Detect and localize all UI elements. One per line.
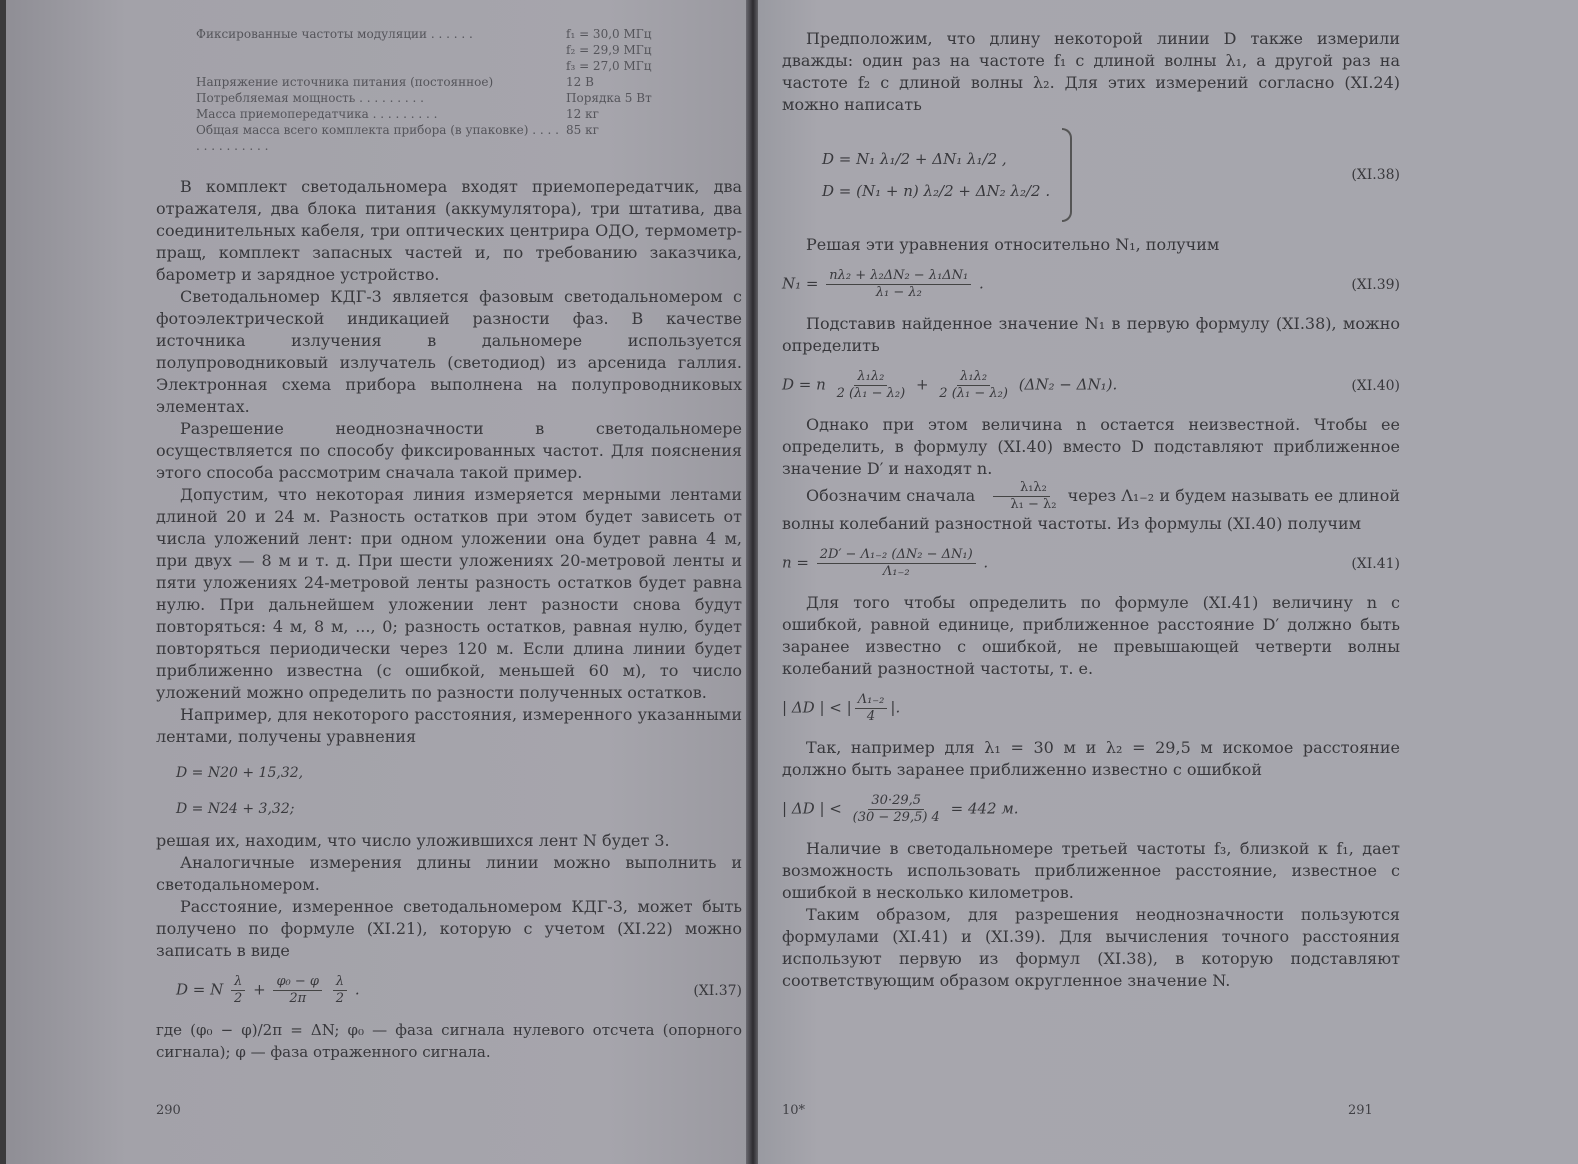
equation: D = N24 + 3,32; [176,801,295,817]
equation-xi-40: D = n $\frac{\text{λ₁λ₂}}{\text{2 (λ₁ − λ₂)}}$ + $\frac{\text{λ₁λ₂}}{\text{2 (λ₁ − λ₂)}}$ (ΔN₂ − ΔN₁). (XI.40) [782,369,1400,401]
fraction: $\frac{\text{φ₀ − φ}}{2\pi}$ [273,974,322,1007]
fraction: $\frac{\text{λ₁λ₂}}{\text{λ₁ − λ₂}}$ [983,480,1059,513]
paragraph: Решая эти уравнения относительно N₁, получим [806,235,1220,254]
fraction: $\frac{\text{λ₁λ₂}}{\text{2 (λ₁ − λ₂)}}$ [836,369,906,401]
paragraph: Аналогичные измерения длины линии можно выполнить и светодальномером. [156,853,742,894]
equation-xi-38: D = N₁ λ₁/2 + ΔN₁ λ₁/2 , D = (N₁ + n) λ₂/2 + ΔN₂ λ₂/2 . (XI.38) [782,128,1400,222]
paragraph: Обозначим сначала $\frac{\text{λ₁λ₂}}{\text{λ₁ − λ₂}}$ через Λ₁₋₂ и будем называть ее длиной волны колебаний разностной частоты. Из формулы (XI.40) получим [782,480,1400,533]
equation-number: (XI.40) [1351,377,1400,394]
fraction: $\frac{\lambda}{2}$ [231,974,245,1007]
fraction: $\frac{\text{nλ₂ + λ₂ΔN₂ − λ₁ΔN₁}}{\text{λ₁ − λ₂}}$ [826,268,971,301]
fraction: $\frac{\text{2D′ − Λ₁₋₂ (ΔN₂ − ΔN₁)}}{\text{Λ₁₋₂}}$ [817,547,976,580]
paragraph: Например, для некоторого расстояния, измеренного указанными лентами, получены уравнения [156,705,742,746]
spec-row: Потребляемая мощность . . . . . . . . . Порядка 5 Вт [196,91,652,105]
spec-row: Общая масса всего комплекта прибора (в упаковке) . . . . . . . . . . . . . . 85 кг [196,123,599,153]
equation-number: (XI.37) [693,982,742,999]
paragraph: Наличие в светодальномере третьей частоты f₃, близкой к f₁, дает возможность использовать приближенное расстояние, известное с ошибкой в несколько километров. [782,839,1400,902]
signature-mark: 10* [782,1103,806,1118]
page-number: 291 [1348,1103,1373,1118]
equation: D = N20 + 15,32, [176,765,304,781]
paragraph: В комплект светодальномера входят приемопередатчик, два отражателя, два блока питания (аккумулятора), три штатива, два соединительных кабеля, три оптических центрира ОДО, термометр-пращ, комплект запасных частей и, по требованию заказчика, барометр и зарядное устройство. [156,177,742,284]
spec-table [196,26,716,154]
spec-row: f₂ = 29,9 МГц [566,43,652,57]
fraction: $\frac{\text{Λ₁₋₂}}{4}$ [855,692,888,725]
left-page [6,0,752,1164]
paragraph: Таким образом, для разрешения неоднозначности пользуются формулами (XI.41) и (XI.39). Для вычисления точного расстояния используют первую из формул (XI.38), в которую подставляют соответствующим образом округленное значение N. [782,905,1400,990]
paragraph: Допустим, что некоторая линия измеряется мерными лентами длиной 20 и 24 м. Разность остатков при этом будет зависеть от числа уложений лент: при одном уложении она будет равна 4 м, при двух — 8 м и т. д. При шести уложениях 20-метровой ленты и пяти уложениях 24-метровой ленты разность остатков будет равна нулю. При дальнейшем уложении лент разности снова будут повторяться: 4 м, 8 м, ..., 0; разность остатков, равная нулю, будет повторяться периодически через 120 м. Если длина линии будет приближенно известна (с ошибкой, меньшей 60 м), то число уложений можно определить по разности полученных остатков. [156,485,742,702]
spec-row: Фиксированные частоты модуляции . . . . . . f₁ = 30,0 МГц [196,27,652,41]
equation-number: (XI.38) [1351,167,1400,183]
spec-row: f₃ = 27,0 МГц [566,59,652,73]
fraction: $\frac{\text{λ₁λ₂}}{\text{2 (λ₁ − λ₂)}}$ [939,369,1008,401]
brace [1062,128,1072,222]
paragraph: Расстояние, измеренное светодальномером КДГ-3, может быть получено по формуле (XI.21), которую с учетом (XI.22) можно записать в виде [156,897,742,960]
spec-row: Напряжение источника питания (постоянное) 12 В [196,75,594,89]
equation-number: (XI.39) [1351,276,1400,293]
inequality: | ΔD | < | $\frac{\text{Λ₁₋₂}}{4}$ |. [782,692,901,724]
paragraph: Подставив найденное значение N₁ в первую формулу (XI.38), можно определить [782,314,1400,355]
paragraph: решая их, находим, что число уложившихся лент N будет 3. [156,831,670,850]
paragraph: Однако при этом величина n остается неизвестной. Чтобы ее определить, в формулу (XI.40) вместо D подставляют приближенное значение D′ и находят n. [782,415,1400,478]
paragraph: Для того чтобы определить по формуле (XI.41) величину n с ошибкой, равной единице, приближенное расстояние D′ должно быть заранее известно с ошибкой, не превышающей четверти волны колебаний разностной частоты, т. е. [782,593,1400,678]
equation-xi-37: D = N $\frac{\lambda}{2}$ + $\frac{\text{φ₀ − φ}}{2\pi}$ $\frac{\lambda}{2}$ . (XI.37) [176,974,742,1006]
paragraph: Предположим, что длину некоторой линии D также измерили дважды: один раз на частоте f₁ с длиной волны λ₁, а другой раз на частоте f₂ с длиной волны λ₂. Для этих измерений согласно (XI.24) можно написать [782,29,1400,114]
fraction: $\frac{\lambda}{2}$ [333,974,347,1007]
equation-number: (XI.41) [1351,555,1400,572]
right-page [758,0,1578,1164]
paragraph: где (φ₀ − φ)/2π = ΔN; φ₀ — фаза сигнала нулевого отсчета (опорного сигнала); φ — фаза отраженного сигнала. [156,1021,742,1061]
paragraph: Светодальномер КДГ-3 является фазовым светодальномером с фотоэлектрической индикацией разности фаз. В качестве источника излучения в дальномере используется полупроводниковый излучатель (светодиод) из арсенида галлия. Электронная схема прибора выполнена на полупроводниковых элементах. [156,287,742,416]
inequality: | ΔD | < $\frac{30\cdot 29,5}{(30 - 29,5) 4}$ = 442 м. [782,793,1019,825]
equation-xi-41: n = $\frac{\text{2D′ − Λ₁₋₂ (ΔN₂ − ΔN₁)}}{\text{Λ₁₋₂}}$ . (XI.41) [782,547,1400,579]
paragraph: Разрешение неоднозначности в светодальномере осуществляется по способу фиксированных частот. Для пояснения этого способа рассмотрим сначала такой пример. [156,419,742,482]
paragraph: Так, например для λ₁ = 30 м и λ₂ = 29,5 м искомое расстояние должно быть заранее приближенно известно с ошибкой [782,738,1400,779]
spec-row: Масса приемопередатчика . . . . . . . . . 12 кг [196,107,599,121]
page-number: 290 [156,1103,181,1118]
equation-xi-39: N₁ = $\frac{\text{nλ₂ + λ₂ΔN₂ − λ₁ΔN₁}}{\text{λ₁ − λ₂}}$ . (XI.39) [782,268,1400,300]
fraction: $\frac{30\cdot 29,5}{(30 - 29,5) 4}$ [852,793,940,825]
